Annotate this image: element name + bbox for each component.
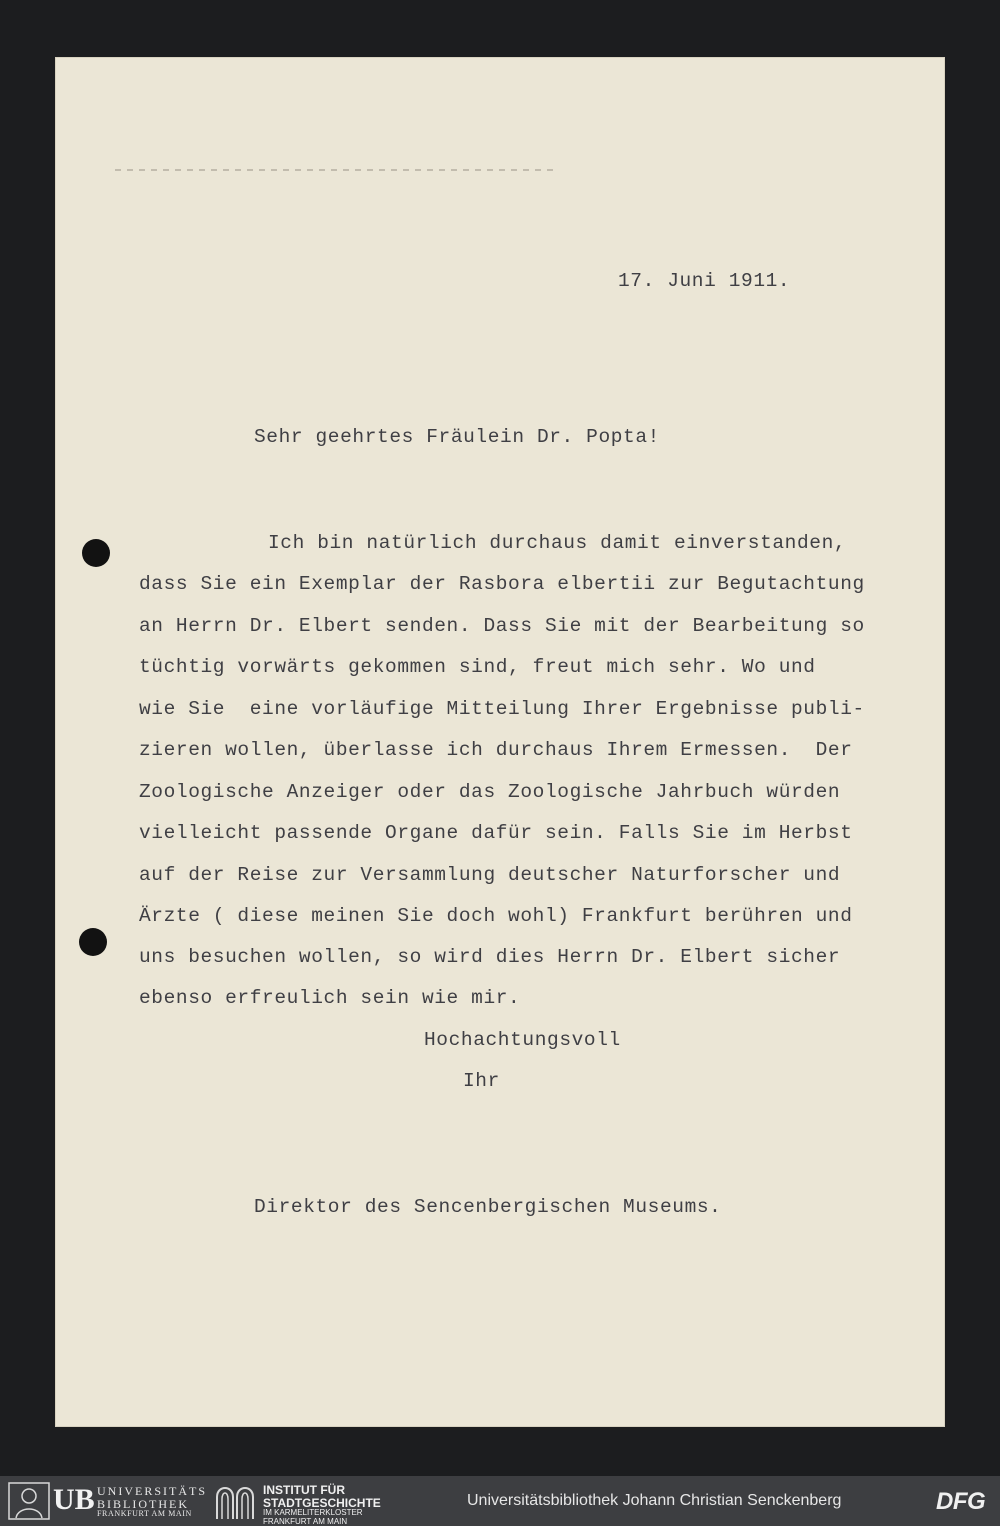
punch-hole-top bbox=[82, 539, 110, 567]
viewer-footer bbox=[0, 1476, 1000, 1526]
letter-signature: Direktor des Sencenbergischen Museums. bbox=[254, 1196, 722, 1218]
body-line: Zoologische Anzeiger oder das Zoologische Jahrbuch würden bbox=[139, 781, 841, 803]
isg-line-2: STADTGESCHICHTE bbox=[263, 1495, 381, 1510]
letter-closing: Hochachtungsvoll bbox=[424, 1029, 621, 1051]
ub-line-2: BIBLIOTHEK bbox=[97, 1496, 189, 1511]
body-line: dass Sie ein Exemplar der Rasbora elbertii zur Begutachtung bbox=[139, 573, 865, 595]
holding-library-label: Universitätsbibliothek Johann Christian Senckenberg bbox=[467, 1492, 842, 1509]
letter-salutation: Sehr geehrtes Fräulein Dr. Popta! bbox=[254, 426, 660, 448]
body-line: uns besuchen wollen, so wird dies Herrn Dr. Elbert sicher bbox=[139, 946, 841, 968]
letter-date: 17. Juni 1911. bbox=[618, 270, 791, 292]
isg-logo-text bbox=[263, 1484, 381, 1526]
cloister-arches-icon bbox=[214, 1481, 256, 1521]
dfg-logo: DFG bbox=[936, 1488, 986, 1515]
body-line: zieren wollen, überlasse ich durchaus Ihrem Ermessen. Der bbox=[139, 739, 853, 761]
ub-line-1: UNIVERSITÄTS bbox=[97, 1484, 207, 1498]
body-line: ebenso erfreulich sein wie mir. bbox=[139, 987, 521, 1009]
ub-logo-text bbox=[97, 1485, 207, 1519]
scholar-portrait-icon bbox=[8, 1482, 50, 1520]
body-line: vielleicht passende Organe dafür sein. Falls Sie im Herbst bbox=[139, 822, 853, 844]
body-line: Ärzte ( diese meinen Sie doch wohl) Frankfurt berühren und bbox=[139, 905, 853, 927]
isg-line-4: FRANKFURT AM MAIN bbox=[263, 1516, 348, 1526]
isg-line-1: INSTITUT FÜR bbox=[263, 1483, 345, 1497]
ub-logo-mark: UB bbox=[53, 1483, 95, 1516]
letter-page bbox=[55, 57, 945, 1427]
isg-line-3: IM KARMELITERKLOSTER bbox=[263, 1508, 363, 1518]
body-line: tüchtig vorwärts gekommen sind, freut mich sehr. Wo und bbox=[139, 656, 816, 678]
body-line: Ich bin natürlich durchaus damit einverstanden, bbox=[268, 532, 847, 554]
letter-closing-ihr: Ihr bbox=[463, 1070, 500, 1092]
ub-line-3: FRANKFURT AM MAIN bbox=[97, 1509, 192, 1519]
faded-top-rule bbox=[115, 169, 555, 171]
punch-hole-bottom bbox=[79, 928, 107, 956]
body-line: auf der Reise zur Versammlung deutscher Naturforscher und bbox=[139, 864, 841, 886]
body-line: wie Sie eine vorläufige Mitteilung Ihrer Ergebnisse publi- bbox=[139, 698, 865, 720]
body-line: an Herrn Dr. Elbert senden. Dass Sie mit der Bearbeitung so bbox=[139, 615, 865, 637]
